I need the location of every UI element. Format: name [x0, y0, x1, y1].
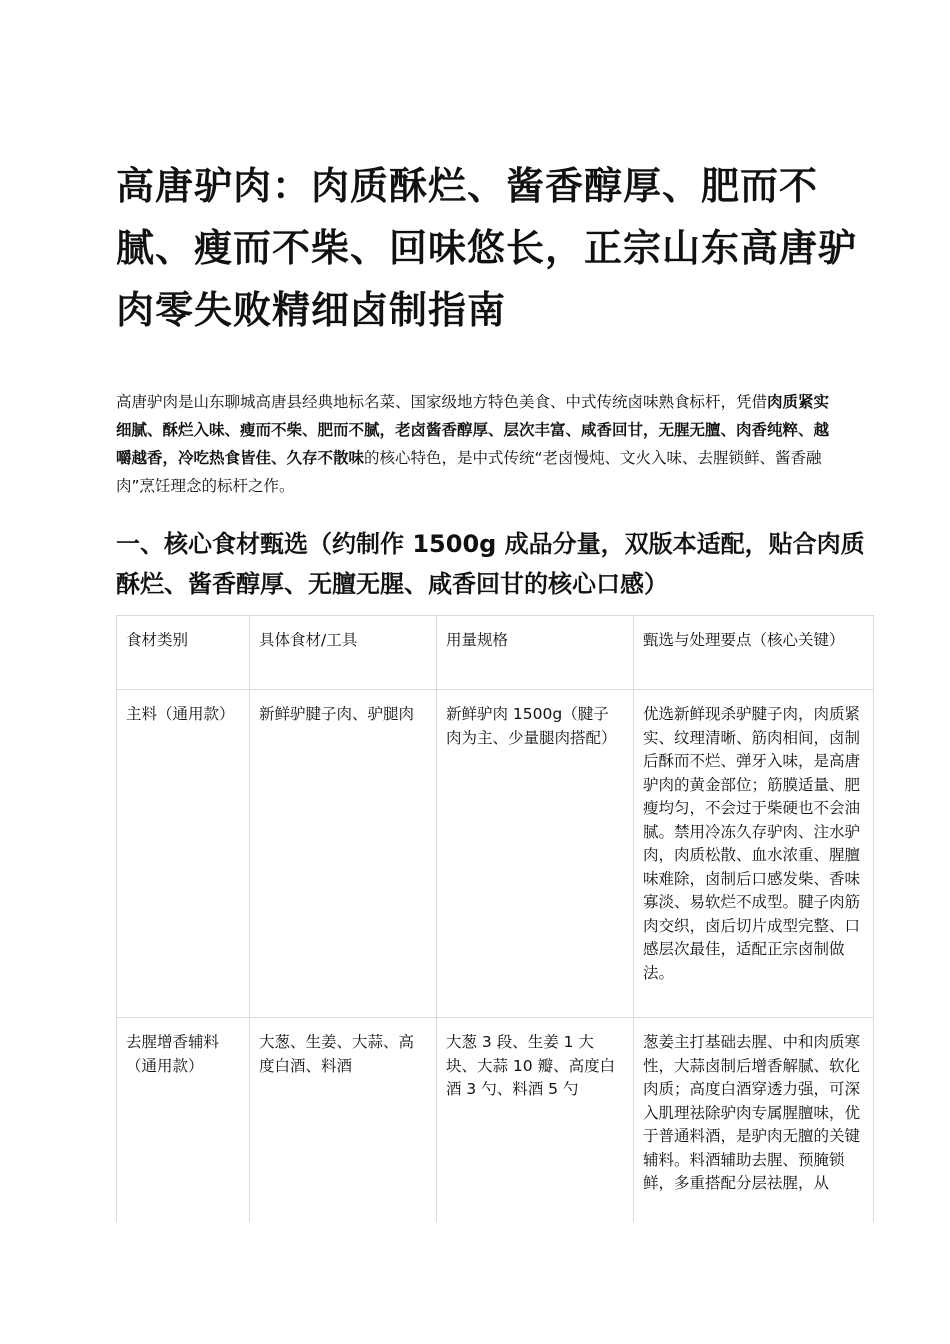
cell-notes: 葱姜主打基础去腥、中和肉质寒性，大蒜卤制后增香解腻、软化肉质；高度白酒穿透力强，可深入肌理祛除驴肉专属腥膻味，优于普通料酒，是驴肉无膻的关键辅料。料酒辅助去腥、预腌锁鲜，多重搭配分层祛腥，从 — [634, 1018, 874, 1223]
intro-text-start: 高唐驴肉是山东聊城高唐县经典地标名菜、国家级地方特色美食、中式传统卤味熟食标杆，凭借 — [116, 393, 768, 411]
column-header-items: 具体食材/工具 — [250, 616, 437, 690]
table-header-row — [117, 616, 874, 690]
column-header-amount: 用量规格 — [437, 616, 634, 690]
cell-amount: 大葱 3 段、生姜 1 大块、大蒜 10 瓣、高度白酒 3 勺、料酒 5 勺 — [437, 1018, 634, 1223]
section-heading: 一、核心食材甄选（约制作 1500g 成品分量，双版本适配，贴合肉质酥烂、酱香醇厚、无膻无腥、咸香回甘的核心口感） — [116, 530, 865, 598]
cell-items: 大葱、生姜、大蒜、高度白酒、料酒 — [250, 1018, 437, 1223]
cell-notes: 优选新鲜现杀驴腱子肉，肉质紧实、纹理清晰、筋肉相间，卤制后酥而不烂、弹牙入味，是高唐驴肉的黄金部位；筋膜适量、肥瘦均匀，不会过于柴硬也不会油腻。禁用冷冻久存驴肉、注水驴肉，肉质松散、血水浓重、腥膻味难除，卤制后口感发柴、香味寡淡、易软烂不成型。腱子肉筋肉交织，卤后切片成型完整、口感层次最佳，适配正宗卤制做法。 — [634, 690, 874, 1018]
page-title: 高唐驴肉：肉质酥烂、酱香醇厚、肥而不腻、瘦而不柴、回味悠长，正宗山东高唐驴肉零失败精细卤制指南 — [116, 164, 858, 332]
intro-text-end: 的核心特色，是中式传统“老卤慢炖、文火入味、去腥锁鲜、酱香融肉”烹饪理念的标杆之作。 — [116, 449, 822, 495]
cell-category: 主料（通用款） — [117, 690, 250, 1018]
column-header-notes: 甄选与处理要点（核心关键） — [634, 616, 874, 690]
cell-amount: 新鲜驴肉 1500g（腱子肉为主、少量腿肉搭配） — [437, 690, 634, 1018]
intro-bold-highlight: 肉质紧实细腻、酥烂入味、瘦而不柴、肥而不腻，老卤酱香醇厚、层次丰富、咸香回甘，无腥无膻、肉香纯粹、越嚼越香，冷吃热食皆佳、久存不散味 — [116, 393, 830, 467]
table-row — [117, 690, 874, 1018]
intro-paragraph — [116, 388, 838, 500]
ingredients-table — [116, 615, 874, 1222]
column-header-category: 食材类别 — [117, 616, 250, 690]
table-row — [117, 1018, 874, 1223]
cell-items: 新鲜驴腱子肉、驴腿肉 — [250, 690, 437, 1018]
cell-category: 去腥增香辅料（通用款） — [117, 1018, 250, 1223]
